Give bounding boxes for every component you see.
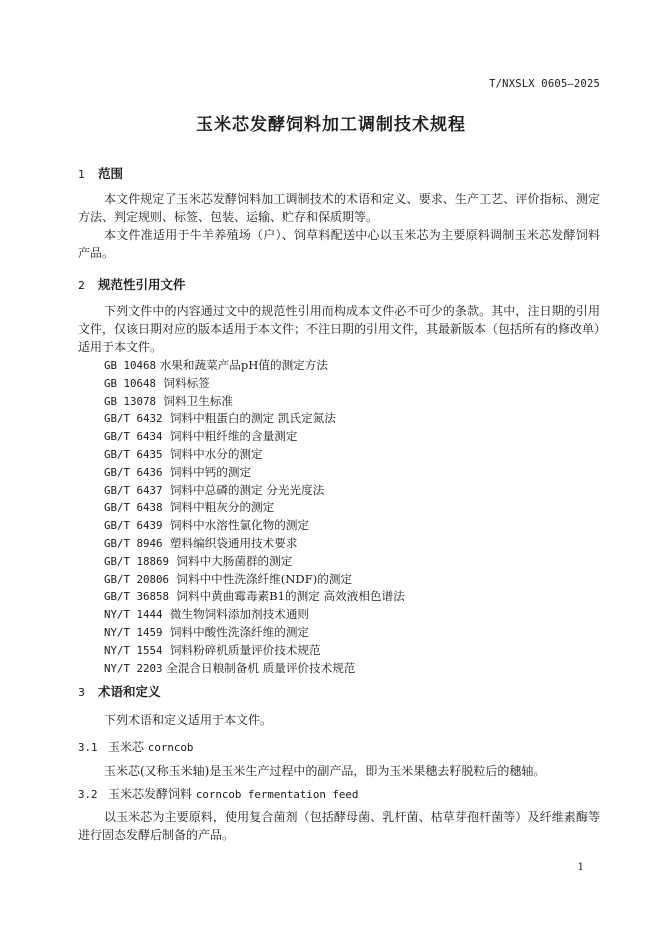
reference-title: 饲料中大肠菌群的测定	[176, 553, 293, 568]
reference-item	[104, 446, 405, 464]
section-1-heading	[78, 164, 123, 182]
section-3-heading	[78, 682, 161, 700]
reference-title: 饲料中水溶性氯化物的测定	[169, 518, 310, 533]
reference-code: NY/T 1459	[104, 625, 163, 639]
reference-item	[104, 482, 405, 500]
reference-code: GB/T 20806	[104, 572, 170, 586]
reference-title: 饲料标签	[163, 375, 210, 390]
reference-item	[104, 375, 405, 393]
reference-title: 微生物饲料添加剂技术通则	[169, 607, 310, 622]
reference-title: 全混合日粮制备机 质量评价技术规范	[166, 660, 356, 675]
reference-item	[104, 357, 405, 375]
reference-code: GB/T 6436	[104, 465, 163, 479]
section-title: 术语和定义	[98, 684, 161, 699]
terms-intro: 下列术语和定义适用于本文件。	[104, 713, 273, 727]
reference-code: NY/T 2203	[104, 661, 163, 675]
reference-item	[104, 660, 405, 678]
reference-code: GB/T 6437	[104, 483, 163, 497]
reference-title: 饲料中酸性洗涤纤维的测定	[169, 624, 310, 639]
references-intro: 下列文件中的内容通过文中的规范性引用而构成本文件必不可少的条款。其中，注日期的引用文件，仅该日期对应的版本适用于本文件；不注日期的引用文件，其最新版本（包括所有的修改单）适用于本文件。	[78, 304, 601, 354]
reference-code: GB/T 6435	[104, 447, 163, 461]
reference-item	[104, 571, 405, 589]
section-number: 2	[78, 279, 85, 292]
scope-paragraph-2: 本文件准适用于牛羊养殖场（户）、饲草料配送中心以玉米芯为主要原料调制玉米芯发酵饲料产品。	[78, 228, 600, 260]
page-number: 1	[577, 862, 584, 873]
scope-paragraph-1: 本文件规定了玉米芯发酵饲料加工调制技术的术语和定义、要求、生产工艺、评价指标、测定方法、判定规则、标签、包装、运输、贮存和保质期等。	[78, 192, 600, 224]
term-definition: 以玉米芯为主要原料，使用复合菌剂（包括酵母菌、乳杆菌、枯草芽孢杆菌等）及纤维素酶等进行固态发酵后制备的产品。	[78, 810, 600, 842]
section-number: 1	[78, 168, 85, 181]
reference-code: GB 10648	[104, 376, 157, 390]
reference-code: NY/T 1554	[104, 643, 163, 657]
reference-code: GB/T 6438	[104, 501, 163, 515]
reference-item	[104, 428, 405, 446]
reference-code: GB/T 18869	[104, 554, 170, 568]
document-title: 玉米芯发酵饲料加工调制技术规程	[196, 115, 466, 135]
term-english: corncob fermentation feed	[195, 788, 359, 801]
reference-code: GB 10468	[104, 359, 157, 372]
reference-code: GB/T 8946	[104, 536, 163, 550]
reference-title: 饲料中粗灰分的测定	[169, 500, 275, 515]
reference-title: 饲料中水分的测定	[169, 446, 263, 461]
reference-code: GB/T 36858	[104, 590, 170, 604]
reference-title: 饲料中总磷的测定 分光光度法	[169, 482, 325, 497]
term-number: 3.2	[78, 788, 98, 801]
reference-code: NY/T 1444	[104, 608, 163, 622]
reference-item	[104, 410, 405, 428]
reference-title: 饲料粉碎机质量评价技术规范	[169, 642, 321, 657]
term-chinese: 玉米芯发酵饲料	[108, 787, 193, 801]
reference-code: GB/T 6432	[104, 412, 163, 426]
reference-item	[104, 606, 405, 624]
reference-title: 饲料中中性洗涤纤维(NDF)的测定	[176, 571, 353, 586]
section-title: 规范性引用文件	[98, 277, 186, 292]
reference-title: 饲料卫生标准	[163, 393, 233, 408]
section-2-heading	[78, 275, 186, 293]
reference-title: 塑料编织袋通用技术要求	[169, 535, 298, 550]
reference-title: 饲料中黄曲霉毒素B1的测定 高效液相色谱法	[176, 589, 405, 604]
reference-item	[104, 499, 405, 517]
document-number: T/NXSLX 0605—2025	[489, 78, 600, 90]
term-heading	[78, 785, 358, 802]
reference-title: 饲料中钙的测定	[169, 464, 252, 479]
reference-item	[104, 642, 405, 660]
reference-item	[104, 624, 405, 642]
section-title: 范围	[98, 166, 124, 181]
term-heading	[78, 738, 193, 755]
reference-item	[104, 535, 405, 553]
term-chinese: 玉米芯	[108, 740, 145, 754]
reference-item	[104, 393, 405, 411]
reference-item	[104, 588, 405, 606]
reference-item	[104, 517, 405, 535]
reference-list	[104, 357, 405, 677]
section-number: 3	[78, 686, 85, 699]
term-definition: 玉米芯(又称玉米轴)是玉米生产过程中的副产品，即为玉米果穗去籽脱粒后的穗轴。	[104, 764, 546, 778]
reference-item	[104, 553, 405, 571]
reference-code: GB/T 6434	[104, 430, 163, 444]
reference-title: 水果和蔬菜产品pH值的测定方法	[159, 358, 328, 372]
reference-item	[104, 464, 405, 482]
reference-code: GB 13078	[104, 394, 157, 408]
term-number: 3.1	[78, 741, 98, 754]
reference-title: 饲料中粗蛋白的测定 凯氏定氮法	[169, 411, 336, 426]
reference-title: 饲料中粗纤维的含量测定	[169, 429, 298, 444]
term-english: corncob	[147, 741, 194, 754]
reference-code: GB/T 6439	[104, 519, 163, 533]
